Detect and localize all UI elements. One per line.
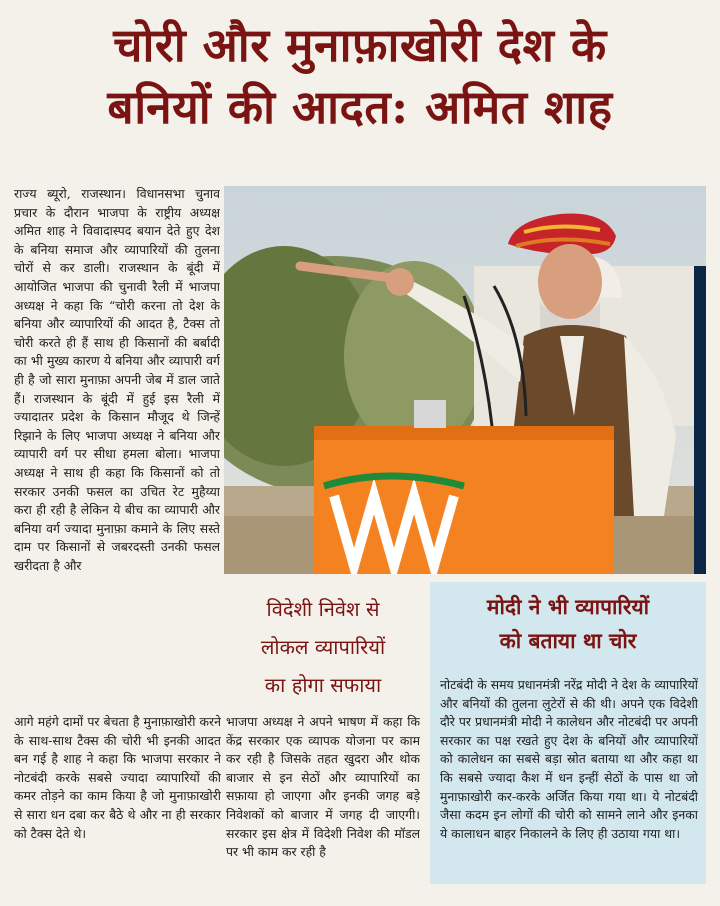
- headline: [14, 14, 706, 138]
- headline-line-1: चोरी और मुनाफ़ाखोरी देश के: [113, 18, 607, 72]
- mid-article-body: भाजपा अध्यक्ष ने अपने भाषण में कहा कि केंद्र सरकार एक व्यापक योजना पर काम कर रही है जिसके तहत खुदरा और थोक बाजार से इन सेठों और व्यापारियों का सफ़ाया हो जाएगा और इनकी जगह बड़े निवेशकों को बाजार में जगह दी जाएगी। सरकार इस क्षेत्र में विदेशी निवेश की मॉडल पर भी काम कर रही है: [226, 714, 420, 860]
- rally-photo: [224, 186, 706, 574]
- lead-article-continuation: आगे महंगे दामों पर बेचता है मुनाफ़ाखोरी करने के साथ-साथ टैक्स की चोरी भी इनकी आदत बन गई है शाह ने कहा कि भाजपा सरकार ने नोटबंदी करके सबसे ज्यादा व्यापारियों की कमर तोड़ने का काम किया है जो मुनाफ़ाखोरी से सारा धन दबा कर बैठे थे और ना ही सरकार को टैक्स देते थे।: [14, 714, 221, 841]
- side-article-heading: [430, 590, 706, 658]
- mid-heading-line-3: का होगा सफाया: [264, 673, 382, 697]
- mid-article-heading: [226, 590, 420, 704]
- side-heading-line-2: को बताया था चोर: [499, 628, 637, 653]
- side-article-box: [430, 582, 706, 884]
- lead-article-body: राज्य ब्यूरो, राजस्थान। विधानसभा चुनाव प्रचार के दौरान भाजपा के राष्ट्रीय अध्यक्ष अमित शाह ने विवादास्पद बयान देते हुए देश के बनिया समाज और व्यापारियों की तुलना चोरों से कर डाली। राजस्थान के बूंदी में आयोजित भाजपा की चुनावी रैली में भाजपा अध्यक्ष ने कहा कि “चोरी करना तो देश के बनिया और व्यापारियों की आदत है, टैक्स तो चोरी करते ही हैं साथ ही किसानों की बर्बादी का भी मुख्य कारण ये बनिया और व्यापारी वर्ग ही है जो सारा मुनाफ़ा अपनी जेब में डाल जाते हैं। राजस्थान के बूंदी में हुई इस रैली में ज्यादातर प्रदेश के किसान मौजूद थे जिन्हें रिझाने के लिए भाजपा अध्यक्ष ने बनिया और व्यापारी वर्ग पर सीधा हमला बोला। भाजपा अध्यक्ष ने साथ ही कहा कि किसानों को तो सरकार उनकी फसल का उचित रेट मुहैय्या करा ही रही है लेकिन ये बीच का व्यापारी और बनिया वर्ग ज्यादा मुनाफ़ा कमाने के लिए सस्ते दाम पर किसानों से जबरदस्ती उनकी फसल खरीदता है और: [14, 186, 220, 573]
- mid-heading-line-1: विदेशी निवेश से: [266, 597, 380, 621]
- side-article-body: नोटबंदी के समय प्रधानमंत्री नरेंद्र मोदी ने देश के व्यापारियों और बनियों की तुलना लुटेरों से की थी। अपने एक विदेशी दौरे पर प्रधानमंत्री मोदी ने कालेधन और नोटबंदी पर अपनी सरकार का पक्ष रखते हुए देश के बनियों और व्यापारियों को कालेधन का सबसे बड़ा स्रोत बताया था और कहा था कि सबसे ज्यादा कैश में धन इन्हीं सेठों के पास था जो मुनाफ़ाखोरी कर-करके अर्जित किया गया था। ये नोटबंदी जैसा कदम इन लोगों की चोरी को सामने लाने और इनका ये कालाधन बाहर निकालने के लिए ही उठाया गया था।: [440, 677, 698, 841]
- mid-heading-line-2: लोकल व्यापारियों: [260, 635, 386, 659]
- headline-line-2: बनियों की आदत: अमित शाह: [107, 80, 613, 134]
- side-heading-line-1: मोदी ने भी व्यापारियों: [486, 594, 650, 619]
